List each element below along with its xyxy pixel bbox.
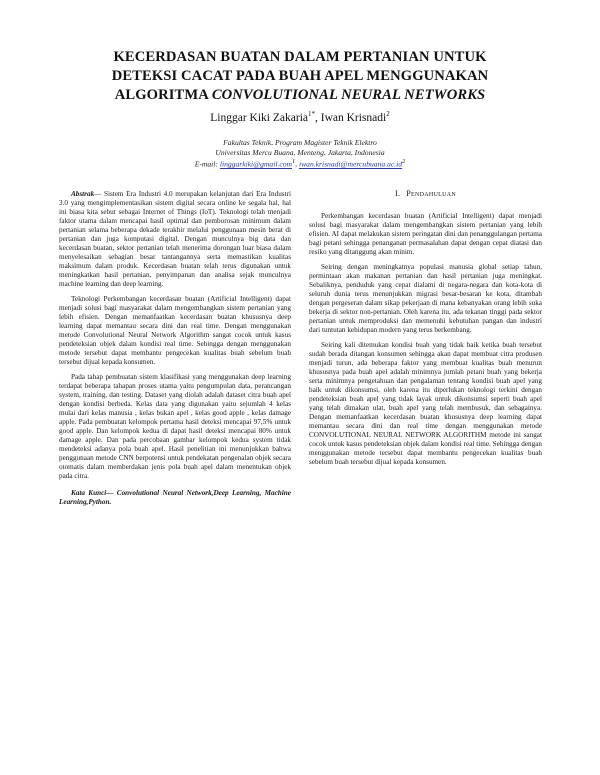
keywords-label: Kata Kunci bbox=[71, 488, 107, 497]
left-column bbox=[59, 190, 291, 513]
keywords-paragraph bbox=[59, 489, 291, 507]
section-title: Pendahuluan bbox=[406, 189, 456, 198]
title-line-3 bbox=[40, 86, 560, 105]
right-column bbox=[309, 212, 542, 473]
email-1-superscript: 1 bbox=[292, 158, 296, 166]
author-2-name: Iwan Krisnadi bbox=[320, 111, 387, 124]
author-1-name: Linggar Kiki Zakaria bbox=[210, 111, 308, 124]
author-1-superscript: 1* bbox=[308, 110, 315, 118]
abstract-paragraph-1 bbox=[59, 190, 291, 288]
title-line-3-normal: ALGORITMA bbox=[114, 87, 212, 103]
section-heading bbox=[309, 189, 542, 198]
intro-paragraph-2: Seiring dengan meningkatnya populasi manusia global setiap tahun, permintaan akan makanan pertanian dan hasil pertanian juga meningkat. Sebaliknya, penduduk yang cepat dialami di negara-negara dan kota-kota di seluruh dunia terus menunjukkan migrasi besar-besaran ke kota, ditambah dengan pergeseran dalam sikap pekerjaan di mana kebanyakan orang lebih suka bekerja di sektor non-pertanian. Oleh karena itu, ada tekanan tinggi pada sektor pertanian untuk memproduksi dan memenuhi kebutuhan pangan dan industri dari tuntutan kehidupan modern yang terus berkembang. bbox=[309, 263, 542, 334]
email-2-superscript: 2 bbox=[402, 158, 406, 166]
email-link-1[interactable]: linggarkiki@gmail.com bbox=[219, 159, 292, 169]
email-label: E-mail: bbox=[194, 159, 220, 169]
title-line-3-italic: CONVOLUTIONAL NEURAL NETWORKS bbox=[211, 87, 486, 103]
affiliation-email-line bbox=[40, 157, 560, 169]
author-list bbox=[40, 110, 560, 124]
paper-title bbox=[40, 48, 560, 105]
affiliation-block bbox=[40, 138, 560, 169]
affiliation-faculty: Fakultas Teknik, Program Magister Teknik Elektro bbox=[223, 138, 377, 147]
abstract-label: Abstrak bbox=[71, 190, 95, 198]
abstract-paragraph-3: Pada tahap pembuatan sistem klasifikasi yang menggunakan deep learning terdapat beberapa tahapan proses utama yaitu pengumpulan data, perancangan system, training, dan testing. Dataset yang diolah adalah dataset citra buah apel dengan kondisi berbeda. Kelas data yang digunakan yaitu sejumlah 4 kelas mulai dari kelas manusia , kelas bukan apel , kelas good apple , kelas damage apple. Pada pembuatan kelompok pertama hasil deteksi mencapai 97,5% untuk good apple. Dan kelompok kedua di dapat hasil deteksi mencapai 80% untuk damage apple. Dan pada percobaan gambar kelompok kedua system tidak mendeteksi adanya pola buah apel. Hasil penelitian ini menunjukkan bahwa penggunaan metode CNN berpotensi untuk pendekatan pengenalan objek secara otomatis dalam memberdakan jenis pola buah apel dalam menentukan objek pada citra. bbox=[59, 373, 291, 480]
title-line-1: KECERDASAN BUATAN DALAM PERTANIAN UNTUK bbox=[113, 49, 487, 65]
email-link-2[interactable]: iwan.krisnadi@mercubuana.ac.id bbox=[298, 159, 403, 169]
email-separator: , bbox=[295, 159, 299, 169]
section-number: I. bbox=[394, 189, 401, 198]
intro-paragraph-3: Seiring kali ditemukan kondisi buah yang tidak baik ketika buah tersebut sudah berada ditangan konsumen sehingga akan dapat membuat citra produsen menjadi turun, ada beberapa faktor yang membuat kualitas buah menurun khususnya pada buah apel adalah minimnya jumlah petani buah yang bekerja serta minimnya pengetahuan dan pengalaman tentang kondisi buah apel yang baik untuk dikonsumsi, oleh karena itu diperlukan teknologi terkini dengan pendeteksian buah apel yang tidak layak untuk dikonsumsi seperti buah apel yang telah dimakan ulat, buah apel yang telah membusuk, dan sebagainya. Dengan memanfaatkan kecerdasan buatan khususnya deep learning dapat memantau secara dini dan real time dengan menggunakan metode CONVOLUTIONAL NEURAL NETWORK ALGORITHM metode ini sangat cocok untuk kasus pendeteksian objek dalam kondisi real time. Sehingga dengan menggunakan metode tersebut dapat membantu pengecekan kualitas buah sebelum buah tersebut dijual kepada konsumen. bbox=[309, 341, 542, 466]
author-2-superscript: 2 bbox=[386, 110, 390, 118]
title-line-2: DETEKSI CACAT PADA BUAH APEL MENGGUNAKAN bbox=[111, 68, 489, 84]
author-separator: , bbox=[315, 111, 321, 124]
intro-paragraph-1: Perkembangan kecerdasan buatan (Artificial Intelligent) dapat menjadi solusi bagi masyarakat dalam mengembangkan sistem pertanian yang lebih efisien. AI dapat melakukan sistem peringatan dini dan penanggulangan pertama bagi petani sehingga penanganan permasalahan dapat dengan cepat diatasi dan resiko yang ditanggung akan minim. bbox=[309, 212, 542, 256]
abstract-p1-text: — Sistem Era Industri 4.0 merupakan kelanjutan dari Era Industri 3.0 yang mengimplementasikan sistem digital secara online ke segala hal, hal ini biasa kita sebut sebagai Internet of Things (IoT). Teknologi telah menjadi faktor utama dalam mencapai hasil optimal dan pemborosan minimum dalam pertanian selama beberapa dekade terakhir melalui penggunaan mesin berat di pertanian dan juga komputasi digital. Dengan munculnya big data dan kecerdasan buatan, sektor pertanian telah menerima dorongan luar biasa dalam menyelesaikan sebagian besar tantangannya serta memastikan kualitas maksimum dalam produk. Kecerdasan buatan telah terus digunakan untuk meningkatkan hasil pertanian, penyimpanan dan analisa sejak munculnya machine learning dan deep learning. bbox=[59, 190, 291, 288]
abstract-paragraph-2: Teknologi Perkembangan kecerdasan buatan (Artificial Intelligent) dapat menjadi solusi bagi masyarakat dalam mengembangkan sistem pertanian yang lebih efisien. Dengan memanfaatkan kecerdasan buatan khususnya deep learning dapat memantau secara dini dan real time. Dengan menggunakan metode Convolutional Neural Network Algorithm sangat cocok untuk kasus pendeteksian objek dalam kondisi real time. Sehingga dengan menggunakan metode tersebut dapat membantu pengecekan kualitas buah sebelum buah tersebut dijual kepada konsumen. bbox=[59, 294, 291, 366]
affiliation-university: Universitas Mercu Buana, Menteng, Jakarta, Indonesia bbox=[215, 147, 385, 157]
keywords-text: — Convolutional Neural Network,Deep Learning, Machine Learning,Python. bbox=[59, 488, 291, 506]
